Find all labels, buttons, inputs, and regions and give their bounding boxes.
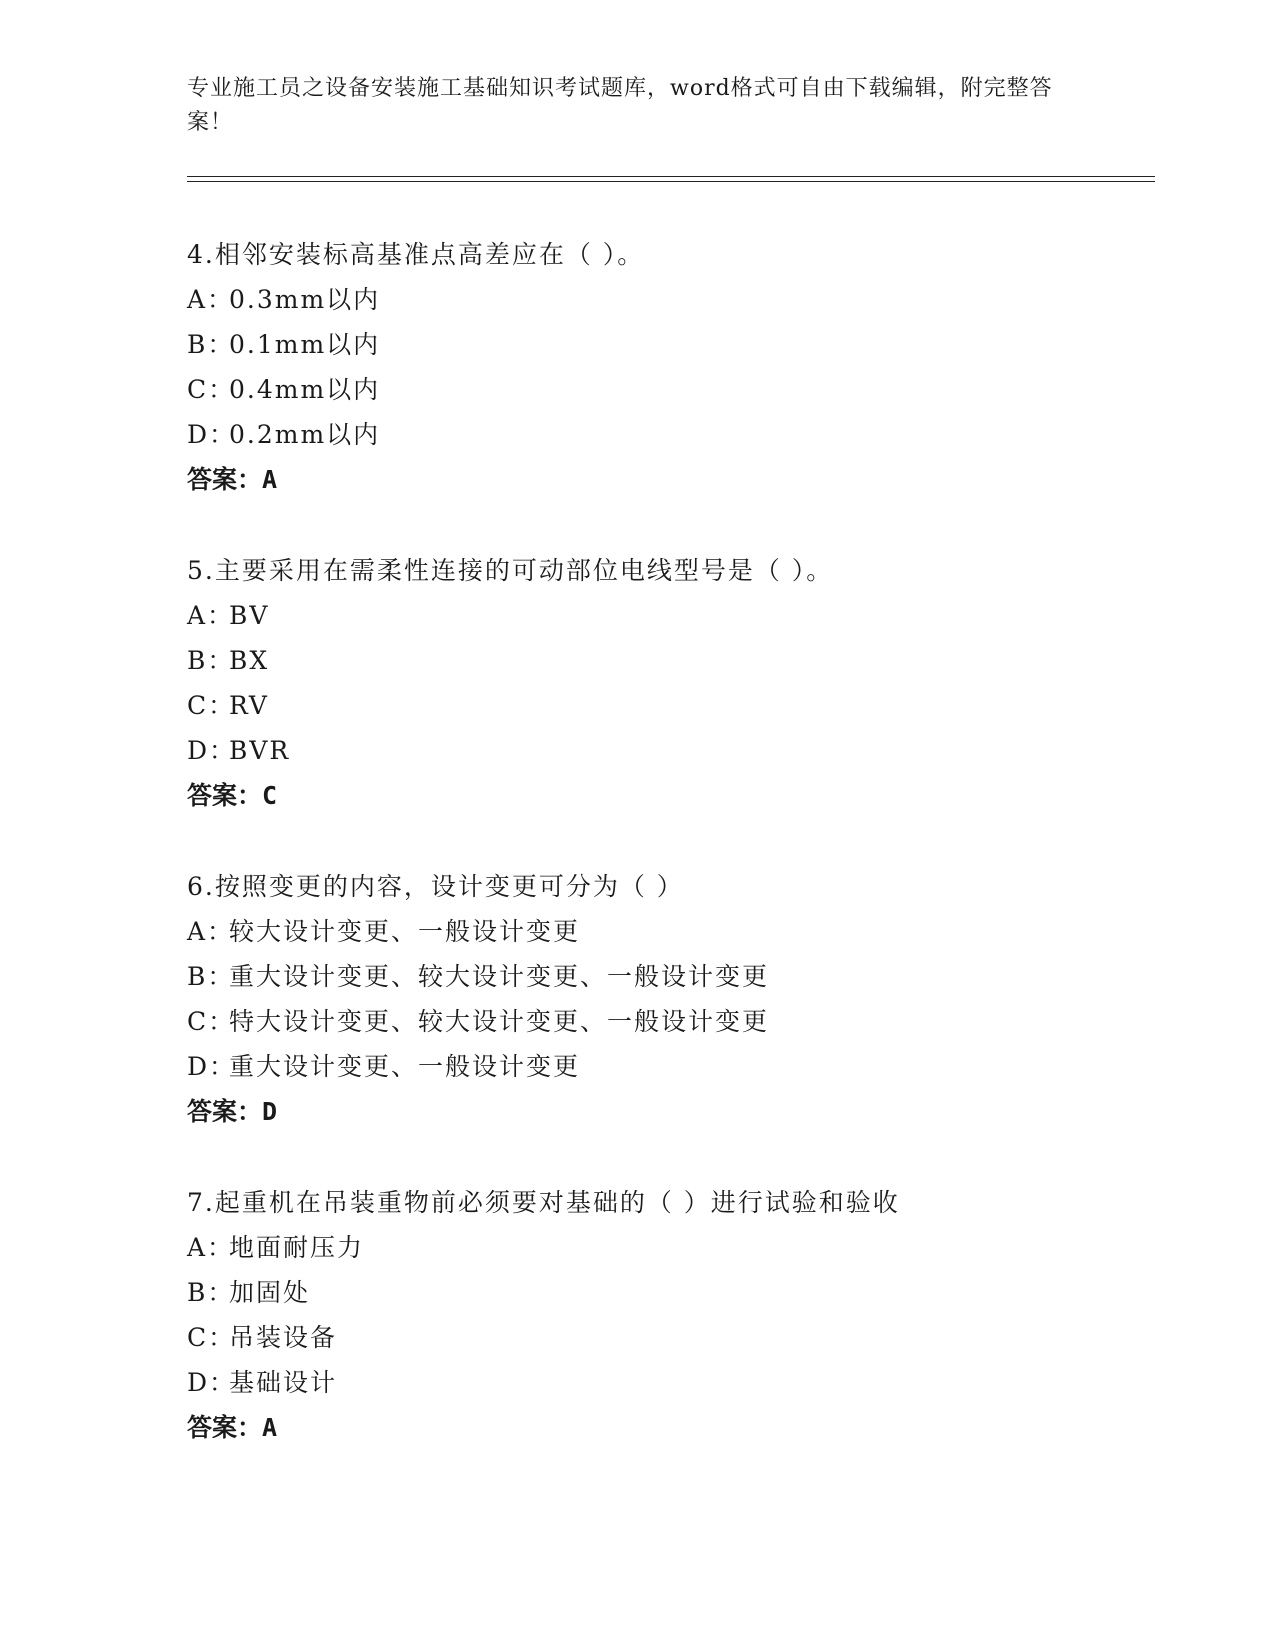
option-text: BV [229,601,270,630]
question-item [187,548,1147,818]
question-item [187,864,1147,1134]
option-text: 0.4mm以内 [229,375,381,404]
option-c [187,683,1147,728]
option-letter: C： [187,375,236,404]
option-letter: D： [187,420,237,449]
answer-key: 答案：C [187,781,278,810]
option-letter: A： [187,285,235,314]
option-text: RV [229,691,269,720]
option-text: BX [229,646,270,675]
option-text: 吊装设备 [229,1323,338,1352]
option-d [187,728,1147,773]
option-d [187,1360,1147,1405]
option-letter: D： [187,736,237,765]
question-list [187,232,1147,1496]
option-text: 重大设计变更、一般设计变更 [229,1052,581,1081]
option-text: 加固处 [229,1278,311,1307]
option-letter: C： [187,1007,236,1036]
option-a [187,1225,1147,1270]
option-letter: A： [187,601,235,630]
option-b [187,638,1147,683]
option-c [187,367,1147,412]
option-letter: D： [187,1052,237,1081]
question-stem: 6.按照变更的内容，设计变更可分为（ ） [187,872,684,901]
option-a [187,277,1147,322]
question-stem: 4.相邻安装标高基准点高差应在（ ）。 [187,240,645,269]
option-d [187,1044,1147,1089]
option-a [187,593,1147,638]
question-item [187,1180,1147,1450]
question-stem: 5.主要采用在需柔性连接的可动部位电线型号是（ ）。 [187,556,834,585]
option-letter: A： [187,1233,235,1262]
option-d [187,412,1147,457]
option-b [187,1270,1147,1315]
option-letter: A： [187,917,235,946]
answer-key: 答案：A [187,1413,278,1442]
answer-key: 答案：A [187,465,278,494]
option-b [187,322,1147,367]
answer-key: 答案：D [187,1097,278,1126]
question-item [187,232,1147,502]
option-text: 基础设计 [229,1368,338,1397]
option-letter: B： [187,646,235,675]
question-stem: 7.起重机在吊装重物前必须要对基础的（ ）进行试验和验收 [187,1188,900,1217]
option-text: 较大设计变更、一般设计变更 [229,917,581,946]
option-text: 0.1mm以内 [229,330,381,359]
option-c [187,1315,1147,1360]
option-b [187,954,1147,999]
document-header-title: 专业施工员之设备安装施工基础知识考试题库，word格式可自由下载编辑，附完整答案！ [187,76,1053,135]
option-letter: C： [187,1323,236,1352]
option-text: 重大设计变更、较大设计变更、一般设计变更 [229,962,770,991]
option-text: BVR [229,736,291,765]
option-text: 0.3mm以内 [229,285,381,314]
option-text: 地面耐压力 [229,1233,365,1262]
option-letter: B： [187,330,235,359]
option-c [187,999,1147,1044]
option-letter: B： [187,1278,235,1307]
header-divider [187,176,1155,182]
option-a [187,909,1147,954]
option-text: 0.2mm以内 [229,420,381,449]
option-letter: B： [187,962,235,991]
option-letter: C： [187,691,236,720]
option-text: 特大设计变更、较大设计变更、一般设计变更 [229,1007,770,1036]
option-letter: D： [187,1368,237,1397]
